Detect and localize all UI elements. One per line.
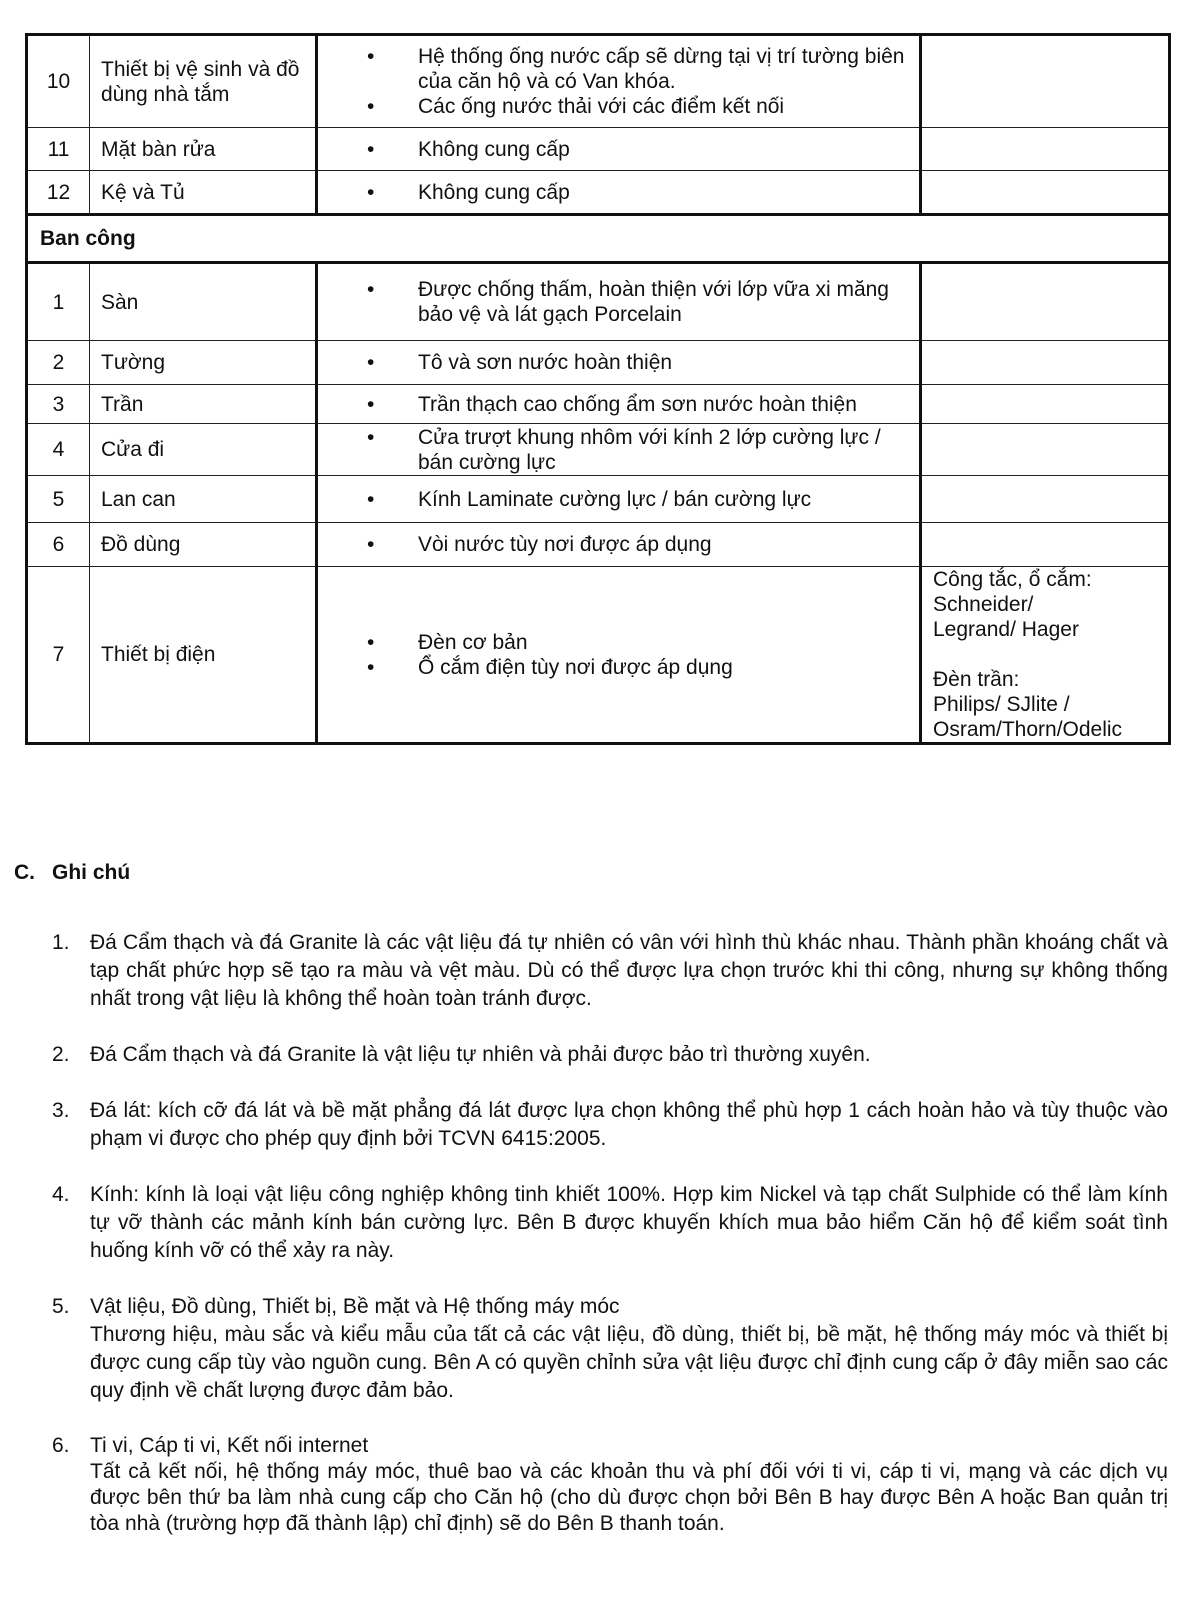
note-text: Đá lát: kích cỡ đá lát và bề mặt phẳng đá lát được lựa chọn không thể phù hợp 1 cách hoàn hảo và tùy thuộc vào phạm vi được cho phép quy định bởi TCVN 6415:2005. bbox=[90, 1099, 1168, 1150]
table-row bbox=[27, 523, 1170, 567]
section-title: Ghi chú bbox=[52, 861, 131, 884]
brand-spacer bbox=[933, 642, 1160, 667]
row-number: 10 bbox=[27, 35, 90, 128]
brand-line: Đèn trần: bbox=[933, 668, 1020, 691]
section-title: Ban công bbox=[27, 215, 1170, 263]
row-number: 6 bbox=[27, 523, 90, 567]
note-item bbox=[52, 1293, 1168, 1405]
row-description bbox=[317, 171, 921, 215]
note-number: 5. bbox=[52, 1295, 70, 1318]
bullet-item: • Các ống nước thải với các điểm kết nối bbox=[318, 94, 909, 119]
note-item bbox=[52, 929, 1168, 1013]
bullet-item: • Kính Laminate cường lực / bán cường lực bbox=[318, 487, 909, 512]
notes-list bbox=[52, 929, 1168, 1565]
brand-line: Schneider/ bbox=[933, 593, 1034, 616]
row-number: 1 bbox=[27, 263, 90, 341]
row-brand bbox=[921, 385, 1170, 424]
row-item: Thiết bị vệ sinh và đồ dùng nhà tắm bbox=[90, 35, 317, 128]
note-heading: Vật liệu, Đồ dùng, Thiết bị, Bề mặt và Hệ thống máy móc bbox=[90, 1295, 620, 1318]
row-number: 7 bbox=[27, 567, 90, 744]
note-number: 1. bbox=[52, 931, 70, 954]
note-item bbox=[52, 1181, 1168, 1265]
brand-line: Công tắc, ổ cắm: bbox=[933, 568, 1092, 591]
row-item: Kệ và Tủ bbox=[90, 171, 317, 215]
row-item: Thiết bị điện bbox=[90, 567, 317, 744]
bullet-item: • Vòi nước tùy nơi được áp dụng bbox=[318, 532, 909, 557]
row-brand bbox=[921, 128, 1170, 171]
note-item bbox=[52, 1041, 1168, 1069]
row-item: Sàn bbox=[90, 263, 317, 341]
row-number: 4 bbox=[27, 424, 90, 476]
row-description bbox=[317, 128, 921, 171]
brand-line: Osram/Thorn/Odelic bbox=[933, 718, 1123, 741]
bullet-item: • Hệ thống ống nước cấp sẽ dừng tại vị trí tường biên của căn hộ và có Van khóa. bbox=[318, 44, 909, 94]
row-item: Mặt bàn rửa bbox=[90, 128, 317, 171]
note-text: Đá Cẩm thạch và đá Granite là vật liệu tự nhiên và phải được bảo trì thường xuyên. bbox=[90, 1043, 871, 1066]
row-brand bbox=[921, 424, 1170, 476]
row-brand bbox=[921, 523, 1170, 567]
note-number: 2. bbox=[52, 1043, 70, 1066]
row-description bbox=[317, 476, 921, 523]
row-brand bbox=[921, 171, 1170, 215]
row-description bbox=[317, 341, 921, 385]
table-row bbox=[27, 35, 1170, 128]
row-description bbox=[317, 385, 921, 424]
row-item: Cửa đi bbox=[90, 424, 317, 476]
row-number: 2 bbox=[27, 341, 90, 385]
note-item bbox=[52, 1433, 1168, 1537]
table-row bbox=[27, 385, 1170, 424]
table-row bbox=[27, 567, 1170, 744]
row-description bbox=[317, 567, 921, 744]
row-item: Đồ dùng bbox=[90, 523, 317, 567]
row-number: 12 bbox=[27, 171, 90, 215]
row-brand bbox=[921, 35, 1170, 128]
bullet-item: • Cửa trượt khung nhôm với kính 2 lớp cường lực / bán cường lực bbox=[318, 425, 909, 475]
note-text: Tất cả kết nối, hệ thống máy móc, thuê bao và các khoản thu và phí đối với ti vi, cáp ti vi, mạng và các dịch vụ được bên thứ ba làm nhà cung cấp cho Căn hộ (cho dù được chọn bởi Bên B hay được Bên A hoặc Ban quản trị tòa nhà (trường hợp đã thành lập) chỉ định) sẽ do Bên B thanh toán. bbox=[90, 1460, 1168, 1535]
row-item: Trần bbox=[90, 385, 317, 424]
row-brand bbox=[921, 476, 1170, 523]
table-row bbox=[27, 424, 1170, 476]
row-description bbox=[317, 424, 921, 476]
row-brand bbox=[921, 263, 1170, 341]
note-text: Đá Cẩm thạch và đá Granite là các vật liệu đá tự nhiên có vân với hình thù khác nhau. Thành phần khoáng chất và tạp chất phức hợp sẽ tạo ra màu và vệt màu. Dù có thể được lựa chọn trước khi thi công, nhưng sự không thống nhất trong vật liệu là không thể hoàn toàn tránh được. bbox=[90, 931, 1168, 1010]
note-number: 3. bbox=[52, 1099, 70, 1122]
table-row bbox=[27, 128, 1170, 171]
bullet-item: • Ổ cắm điện tùy nơi được áp dụng bbox=[318, 655, 909, 680]
bullet-item: • Đèn cơ bản bbox=[318, 630, 909, 655]
brand-line: Legrand/ Hager bbox=[933, 618, 1079, 641]
row-number: 11 bbox=[27, 128, 90, 171]
specification-table bbox=[25, 33, 1171, 745]
bullet-item: • Tô và sơn nước hoàn thiện bbox=[318, 350, 909, 375]
note-text: Kính: kính là loại vật liệu công nghiệp không tinh khiết 100%. Hợp kim Nickel và tạp chất Sulphide có thể làm kính tự vỡ thành các mảnh kính bán cường lực. Bên B được khuyến khích mua bảo hiểm Căn hộ để kiểm soát tình huống kính vỡ có thể xảy ra này. bbox=[90, 1183, 1168, 1262]
note-number: 6. bbox=[52, 1434, 70, 1457]
table-row bbox=[27, 263, 1170, 341]
note-heading: Ti vi, Cáp ti vi, Kết nối internet bbox=[90, 1434, 369, 1457]
row-description bbox=[317, 523, 921, 567]
row-description bbox=[317, 263, 921, 341]
table-row bbox=[27, 171, 1170, 215]
bullet-item: • Được chống thấm, hoàn thiện với lớp vữa xi măng bảo vệ và lát gạch Porcelain bbox=[318, 277, 909, 327]
row-number: 5 bbox=[27, 476, 90, 523]
row-description bbox=[317, 35, 921, 128]
brand-line: Philips/ SJlite / bbox=[933, 693, 1070, 716]
note-number: 4. bbox=[52, 1183, 70, 1206]
row-item: Lan can bbox=[90, 476, 317, 523]
note-item bbox=[52, 1097, 1168, 1153]
bullet-item: • Không cung cấp bbox=[318, 137, 909, 162]
row-brand bbox=[921, 567, 1170, 744]
bullet-item: • Không cung cấp bbox=[318, 180, 909, 205]
row-brand bbox=[921, 341, 1170, 385]
note-text: Thương hiệu, màu sắc và kiểu mẫu của tất cả các vật liệu, đồ dùng, thiết bị, bề mặt, hệ thống máy móc và thiết bị được cung cấp tùy vào nguồn cung. Bên A có quyền chỉnh sửa vật liệu được chỉ định cung cấp ở đây miễn sao các quy định về chất lượng được đảm bảo. bbox=[90, 1323, 1168, 1402]
row-number: 3 bbox=[27, 385, 90, 424]
section-row bbox=[27, 215, 1170, 263]
table-row bbox=[27, 476, 1170, 523]
table-row bbox=[27, 341, 1170, 385]
notes-heading bbox=[14, 861, 130, 885]
row-item: Tường bbox=[90, 341, 317, 385]
bullet-item: • Trần thạch cao chống ẩm sơn nước hoàn thiện bbox=[318, 392, 909, 417]
section-letter: C. bbox=[14, 861, 35, 884]
